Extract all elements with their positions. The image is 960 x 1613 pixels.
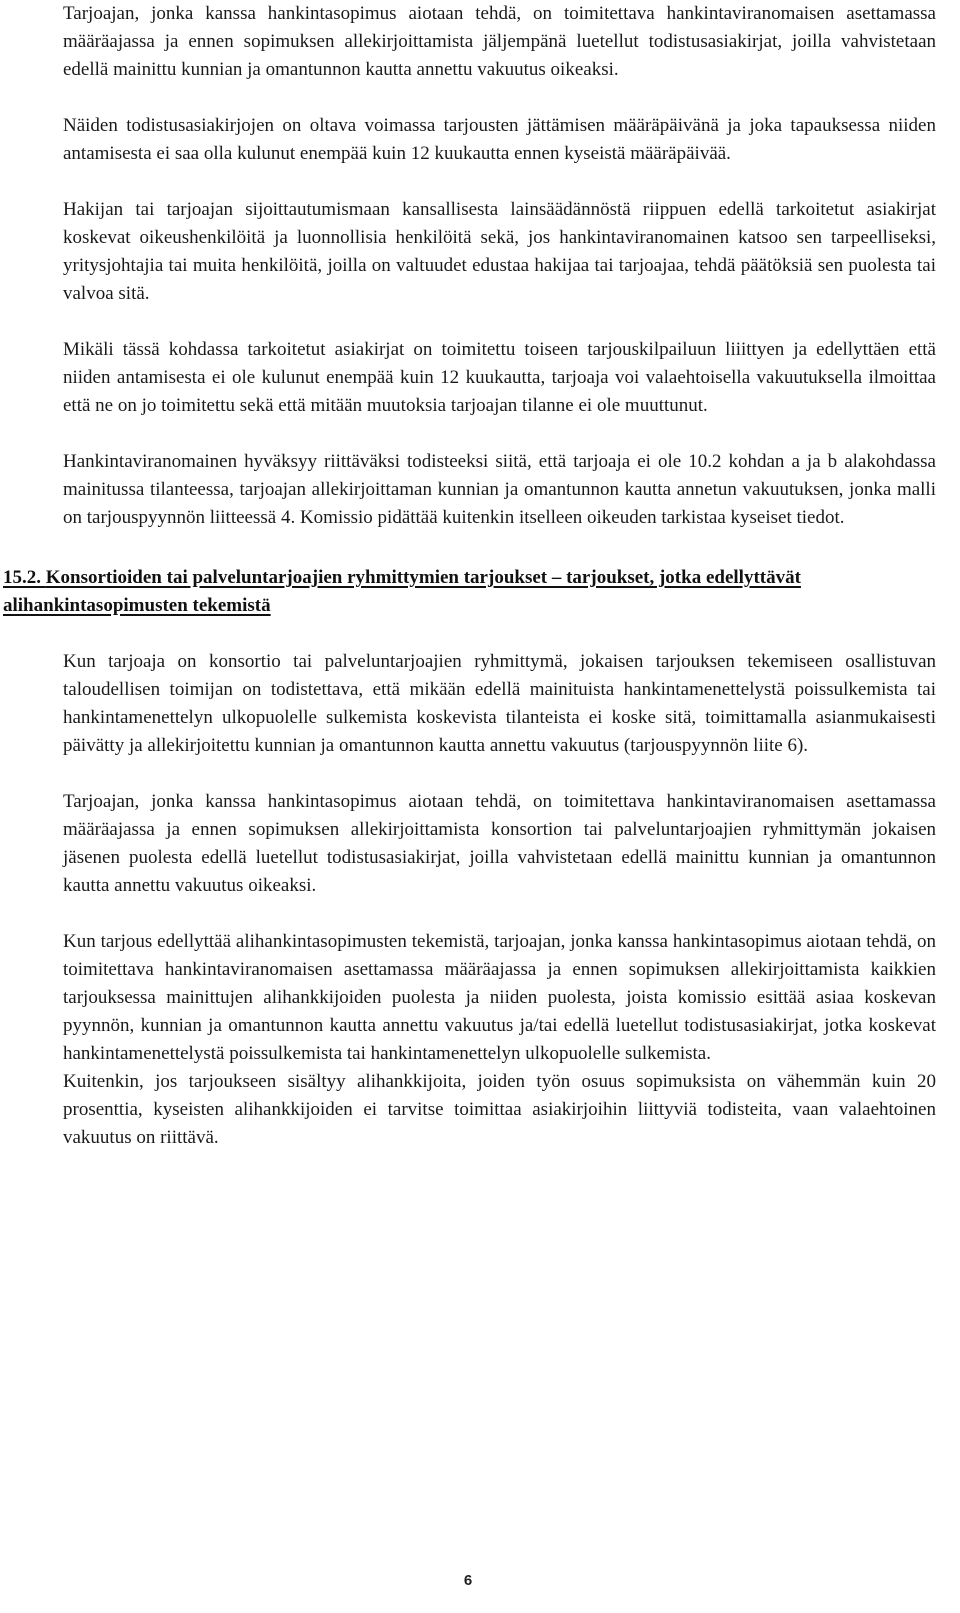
paragraph-3: Hakijan tai tarjoajan sijoittautumismaan kansallisesta lainsäädännöstä riippuen edellä tarkoitetut asiakirjat koskevat oikeushenkilöitä ja luonnollisia henkilöitä sekä, jos hankintaviranomainen katsoo sen tarpeelliseksi, yritysjohtajia tai muita henkilöitä, joilla on valtuudet edustaa hakijaa tai tarjoajaa, tehdä päätöksiä sen puolesta tai valvoa sitä. bbox=[63, 199, 936, 304]
page-number: 6 bbox=[463, 1572, 473, 1589]
paragraph-4: Mikäli tässä kohdassa tarkoitetut asiakirjat on toimitettu toiseen tarjouskilpailuun liiittyen ja edellyttäen että niiden antamisesta ei ole kulunut enempää kuin 12 kuukautta, tarjoaja voi valaehtoisella vakuutuksella ilmoittaa että ne on jo toimitettu sekä että mitään muutoksia tarjoajan tilanne ei ole muuttunut. bbox=[63, 339, 936, 416]
paragraph-6: Kun tarjoaja on konsortio tai palveluntarjoajien ryhmittymä, jokaisen tarjouksen tekemiseen osallistuvan taloudellisen toimijan on todistettava, että mikään edellä mainituista hankintamenettelystä poissulkemista tai hankintamenettelyn ulkopuolelle sulkemista koskevista tilanteista ei koske sitä, toimittamalla asianmukaisesti päivätty ja allekirjoitettu kunnian ja omantunnon kautta annettu vakuutus (tarjouspyynnön liite 6). bbox=[63, 651, 936, 756]
section-number: 15.2. bbox=[3, 567, 41, 588]
paragraph-2: Näiden todistusasiakirjojen on oltava voimassa tarjousten jättämisen määräpäivänä ja joka tapauksessa niiden antamisesta ei saa olla kulunut enempää kuin 12 kuukautta ennen kyseistä määräpäivää. bbox=[63, 115, 936, 164]
paragraph-5: Hankintaviranomainen hyväksyy riittäväksi todisteeksi siitä, että tarjoaja ei ole 10.2 kohdan a ja b alakohdassa mainitussa tilanteessa, tarjoajan allekirjoittaman kunnian ja omantunnon kautta annetun vakuutuksen, jonka malli on tarjouspyynnön liitteessä 4. Komissio pidättää kuitenkin itselleen oikeuden tarkistaa kyseiset tiedot. bbox=[63, 451, 936, 528]
section-title: Konsortioiden tai palveluntarjoajien ryhmittymien tarjoukset – tarjoukset, jotka edellyttävät alihankintasopimusten tekemistä bbox=[3, 567, 801, 616]
paragraph-9: Kuitenkin, jos tarjoukseen sisältyy alihankkijoita, joiden työn osuus sopimuksista on vähemmän kuin 20 prosenttia, kyseisten alihankkijoiden ei tarvitse toimittaa asiakirjoihin liittyviä todisteita, vaan valaehtoinen vakuutus on riittävä. bbox=[63, 1071, 936, 1148]
paragraph-8: Kun tarjous edellyttää alihankintasopimusten tekemistä, tarjoajan, jonka kanssa hankintasopimus aiotaan tehdä, on toimitettava hankintaviranomaisen asettamassa määräajassa ja ennen sopimuksen allekirjoittamista kaikkien tarjouksessa mainittujen alihankkijoiden puolesta ja niiden puolesta, joista komissio esittää asiaa koskevan pyynnön, kunnian ja omantunnon kautta annettu vakuutus ja/tai edellä luetellut todistusasiakirjat, jotka koskevat hankintamenettelystä poissulkemista tai hankintamenettelyn ulkopuolelle sulkemista. bbox=[63, 931, 936, 1064]
paragraph-1: Tarjoajan, jonka kanssa hankintasopimus aiotaan tehdä, on toimitettava hankintaviranomaisen asettamassa määräajassa ja ennen sopimuksen allekirjoittamista jäljempänä luetellut todistusasiakirjat, joilla vahvistetaan edellä mainittu kunnian ja omantunnon kautta annettu vakuutus oikeaksi. bbox=[63, 3, 936, 80]
paragraph-7: Tarjoajan, jonka kanssa hankintasopimus aiotaan tehdä, on toimitettava hankintaviranomaisen asettamassa määräajassa ja ennen sopimuksen allekirjoittamista konsortion tai palveluntarjoajien ryhmittymän jokaisen jäsenen puolesta edellä luetellut todistusasiakirjat, joilla vahvistetaan edellä mainittu kunnian ja omantunnon kautta annettu vakuutus oikeaksi. bbox=[63, 791, 936, 896]
section-heading bbox=[3, 564, 936, 620]
